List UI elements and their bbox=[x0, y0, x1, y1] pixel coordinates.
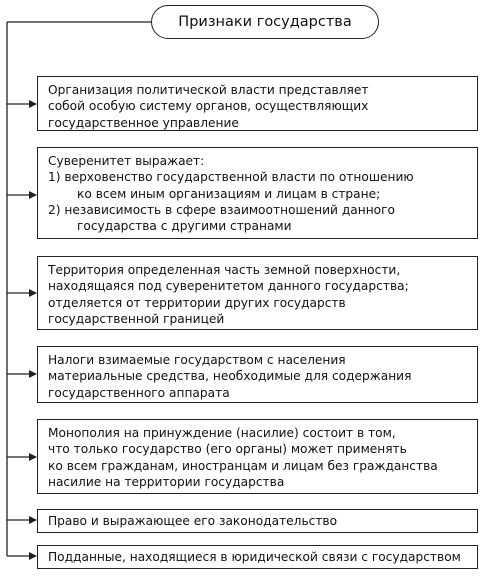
feature-box-territory bbox=[37, 256, 478, 330]
feature-text-line: Организация политической власти представляет bbox=[48, 83, 369, 97]
feature-text-line: 2) независимость в сфере взаимоотношений данного bbox=[48, 202, 395, 217]
feature-text-line: 1) верховенство государственной власти по отношению bbox=[48, 170, 414, 185]
feature-text-line: насилие на территории государства bbox=[48, 474, 285, 489]
feature-box-law bbox=[37, 509, 478, 533]
feature-box-sovereignty bbox=[37, 147, 478, 239]
feature-box-coercion-monopoly bbox=[37, 419, 478, 494]
feature-text-line: материальные средства, необходимые для содержания bbox=[48, 369, 412, 384]
feature-text-line: находящаяся под суверенитетом данного государства; bbox=[48, 279, 409, 294]
feature-text-line: собой особую систему органов, осуществляющих bbox=[48, 99, 369, 114]
feature-text-line: ко всем иным организациям и лицам в стране; bbox=[77, 186, 381, 201]
feature-text-line: государственной границей bbox=[48, 311, 225, 326]
diagram-title: Признаки государства bbox=[151, 5, 379, 39]
feature-text-line: государственного аппарата bbox=[48, 385, 230, 400]
feature-box-political-power bbox=[37, 76, 478, 131]
feature-box-taxes bbox=[37, 346, 478, 403]
feature-text-line: ко всем гражданам, иностранцам и лицам без гражданства bbox=[48, 458, 438, 473]
feature-text-line: Право и выражающее его законодательство bbox=[48, 514, 338, 528]
feature-text-line: отделяется от территории других государств bbox=[48, 295, 346, 310]
feature-text-line: что только государство (его органы) может применять bbox=[48, 442, 407, 457]
feature-text-line: Суверенитет выражает: bbox=[48, 154, 205, 168]
feature-text-line: государства с другими странами bbox=[77, 219, 292, 234]
feature-text-line: Монополия на принуждение (насилие) состоит в том, bbox=[48, 426, 396, 440]
feature-text-line: государственное управление bbox=[48, 115, 239, 130]
feature-box-subjects bbox=[37, 545, 478, 569]
feature-text-line: Территория определенная часть земной поверхности, bbox=[48, 263, 401, 277]
feature-text-line: Подданные, находящиеся в юридической связи с государством bbox=[48, 550, 461, 564]
feature-text-line: Налоги взимаемые государством с населения bbox=[48, 353, 346, 367]
